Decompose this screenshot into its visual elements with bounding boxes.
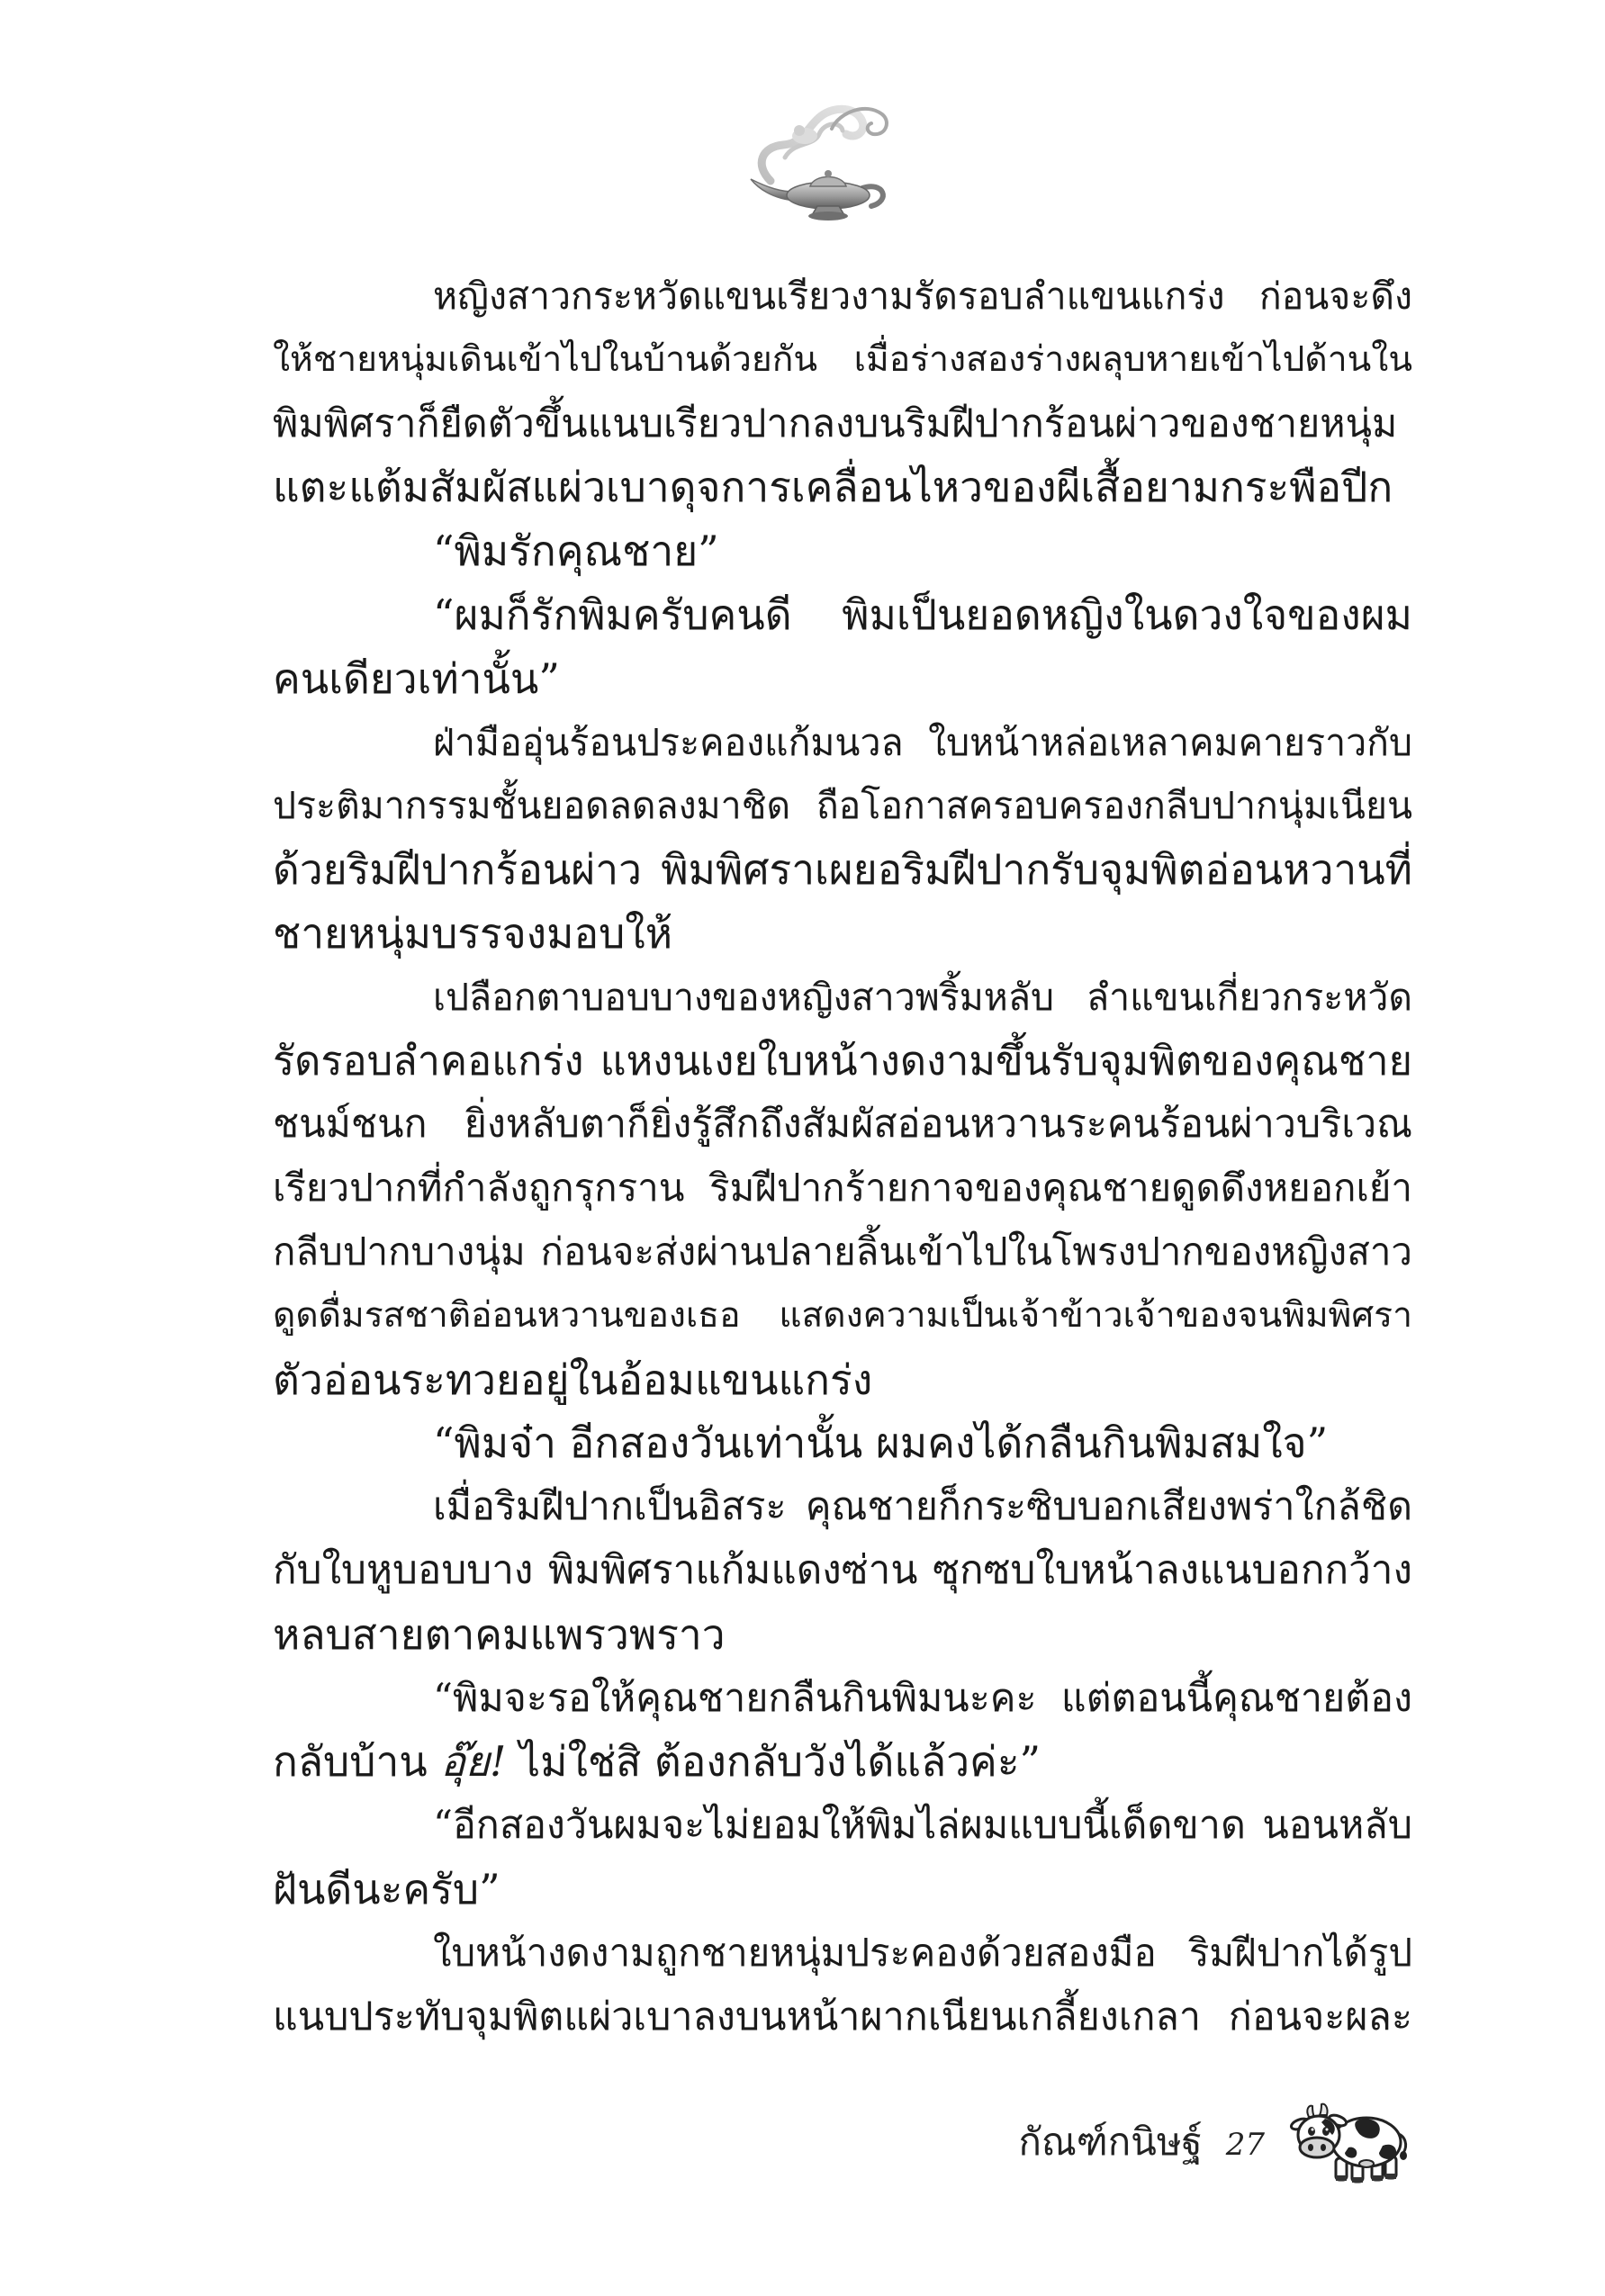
genie-lamp-icon (731, 95, 902, 225)
cow-icon (1289, 2095, 1411, 2190)
page-number: 27 (1225, 2127, 1265, 2163)
emphasis-text: อุ๊ย! (440, 1737, 507, 1787)
paragraph (273, 1667, 1412, 1795)
text-line: ใบหน้างดงามถูกชายหนุ่มประคองด้วยสองมือ ริมฝีปากได้รูป (433, 1930, 1412, 1975)
text-line: เรียวปากที่กำลังถูกรุกราน ริมฝีปากร้ายกาจของคุณชายดูดดึงหยอกเย้า (273, 1166, 1412, 1211)
paragraph (273, 265, 1412, 519)
paragraph (273, 711, 1412, 966)
text-line: รัดรอบลำคอแกร่ง แหงนเงยใบหน้างดงามขึ้นรับจุมพิตของคุณชาย (273, 1036, 1412, 1085)
text-line: ฝันดีนะครับ” (273, 1864, 500, 1913)
paragraph (273, 1475, 1412, 1666)
text-segment: ไม่ใช่สิ ต้องกลับวังได้แล้วค่ะ” (506, 1737, 1041, 1787)
text-line: ชนม์ชนก ยิ่งหลับตาก็ยิ่งรู้สึกถึงสัมผัสอ่อนหวานระคนร้อนผ่าวบริเวณ (273, 1102, 1412, 1148)
text-line: ประติมากรรมชั้นยอดลดลงมาชิด ถือโอกาสครอบครองกลีบปากนุ่มเนียน (273, 784, 1412, 828)
text-line: คนเดียวเท่านั้น” (273, 653, 560, 703)
paragraph (273, 1411, 1412, 1475)
text-line: ด้วยริมฝีปากร้อนผ่าว พิมพิศราเผยอริมฝีปากรับจุมพิตอ่อนหวานที่ (273, 845, 1412, 895)
chapter-body-text (273, 265, 1412, 2048)
text-line: หลบสายตาคมแพรวพราว (273, 1609, 726, 1659)
paragraph (273, 519, 1412, 583)
paragraph (273, 966, 1412, 1412)
text-line: “อีกสองวันผมจะไม่ยอมให้พิมไล่ผมแบบนี้เด็ดขาด นอนหลับ (433, 1803, 1412, 1849)
text-line: “พิมรักคุณชาย” (433, 527, 719, 576)
text-line: กลีบปากบางนุ่ม ก่อนจะส่งผ่านปลายลิ้นเข้าไปในโพรงปากของหญิงสาว (273, 1229, 1412, 1274)
text-line: พิมพิศราก็ยืดตัวขึ้นแนบเรียวปากลงบนริมฝีปากร้อนผ่าวของชายหนุ่ม (273, 401, 1398, 446)
text-line: ดูดดื่มรสชาติอ่อนหวานของเธอ แสดงความเป็นเจ้าข้าวเจ้าของจนพิมพิศรา (273, 1294, 1412, 1336)
text-line: แนบประทับจุมพิตแผ่วเบาลงบนหน้าผากเนียนเกลี้ยงเกลา ก่อนจะผละ (273, 1994, 1412, 2039)
text-line: ให้ชายหนุ่มเดินเข้าไปในบ้านด้วยกัน เมื่อร่างสองร่างผลุบหายเข้าไปด้านใน (273, 338, 1412, 380)
text-line: เมื่อริมฝีปากเป็นอิสระ คุณชายก็กระซิบบอกเสียงพร่าใกล้ชิด (433, 1484, 1412, 1530)
text-line: กับใบหูบอบบาง พิมพิศราแก้มแดงซ่าน ซุกซบใบหน้าลงแนบอกกว้าง (273, 1546, 1412, 1593)
text-line: ฝ่ามืออุ่นร้อนประคองแก้มนวล ใบหน้าหล่อเหลาคมคายราวกับ (433, 720, 1412, 764)
text-line: ชายหนุ่มบรรจงมอบให้ (273, 908, 673, 958)
paragraph (273, 583, 1412, 711)
text-line (273, 1730, 1412, 1794)
text-line: ตัวอ่อนระทวยอยู่ในอ้อมแขนแกร่ง (273, 1355, 873, 1404)
text-line: แตะแต้มสัมผัสแผ่วเบาดุจการเคลื่อนไหวของผีเสื้อยามกระพือปีก (273, 463, 1393, 512)
running-title: กัณฑ์กนิษฐ์ (1018, 2120, 1203, 2164)
text-segment: กลับบ้าน (273, 1737, 441, 1787)
page-footer (1018, 2111, 1265, 2174)
text-line: “ผมก็รักพิมครับคนดี พิมเป็นยอดหญิงในดวงใจของผม (433, 590, 1412, 639)
text-line: “พิมจ๋า อีกสองวันเท่านั้น ผมคงได้กลืนกินพิมสมใจ” (433, 1418, 1329, 1468)
text-line: หญิงสาวกระหวัดแขนเรียวงามรัดรอบลำแขนแกร่ง ก่อนจะดึง (433, 275, 1412, 318)
paragraph (273, 1922, 1412, 2049)
text-line: เปลือกตาบอบบางของหญิงสาวพริ้มหลับ ลำแขนเกี่ยวกระหวัด (433, 975, 1412, 1019)
text-line: “พิมจะรอให้คุณชายกลืนกินพิมนะคะ แต่ตอนนี้คุณชายต้อง (433, 1675, 1412, 1721)
paragraph (273, 1794, 1412, 1922)
